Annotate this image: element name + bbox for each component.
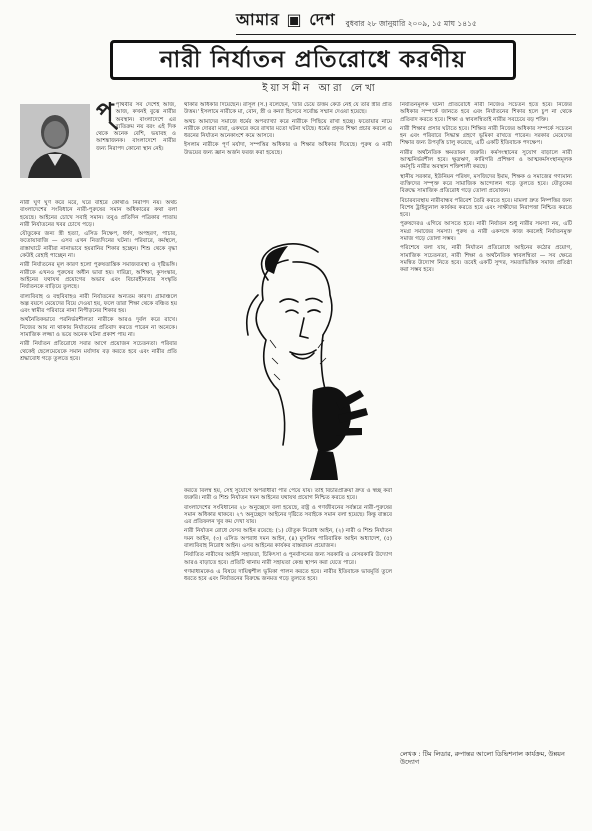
drop-cap: প্ [96,102,114,128]
paragraph: নারী নির্যাতন প্রতিরোধে সবার আগে প্রয়োজন সচেতনতা। পরিবার থেকেই ছেলেমেয়েকে সমান মর্যাদায় বড় করতে হবে এবং নারীর প্রতি শ্রদ্ধাবোধ গড়ে তুলতে হবে। [20,341,177,362]
author-note: লেখক : টিম লিডার, রুপান্তর আলো ডিভিশনাল কার্যক্রম, উন্নয়ন উদ্যোগ [400,750,565,766]
paragraph: থাকার অধিকার দিয়েছেন। রাসূল (স.) বলেছেন, 'তার চেয়ে উত্তম কেউ নেই যে তার স্ত্রীর প্রতি উত্তম।' ইসলামে নারীকে মা, বোন, স্ত্রী ও কন্যা হিসেবে সর্বোচ্চ সম্মান দেওয়া হয়েছে। [184,102,392,116]
paragraph: পুরুষদেরও এগিয়ে আসতে হবে। নারী নির্যাতন শুধু নারীর সমস্যা নয়, এটি সমগ্র সমাজের সমস্যা। পুরুষ ও নারী একসঙ্গে কাজ করলেই নির্যাতনমুক্ত সমাজ গড়ে তোলা সম্ভব। [400,221,572,243]
paragraph: বিচারব্যবস্থায় নারীবান্ধব পরিবেশ তৈরি করতে হবে। মামলা দ্রুত নিষ্পত্তির জন্য বিশেষ ট্রাইব্যুনাল কার্যকর করতে হবে এবং সাক্ষীদের নিরাপত্তা নিশ্চিত করতে হবে। [400,197,572,219]
paragraph: নারী শিক্ষার প্রসার ঘটাতে হবে। শিক্ষিত নারী নিজের অধিকার সম্পর্কে সচেতন হন এবং পরিবারে সিদ্ধান্ত গ্রহণে ভূমিকা রাখতে পারেন। সরকার মেয়েদের শিক্ষার জন্য উপবৃত্তি চালু করেছে, এটি একটি ইতিবাচক পদক্ষেপ। [400,125,572,147]
intro-text: পৃথিবীর সব দেশেই আজ, আজ, কখনই বুঝে নারীর অবস্থান। বাংলাদেশে এর ব্যতিক্রম নয় বরং এই দিক থেকে অনেক বেশি, ভয়াবহ ও আশঙ্কাজনক। বাংলাদেশে নারীর জন্য নিরাপদ কোনো স্থান নেই। [96,102,176,152]
paragraph: যৌতুকের জন্য স্ত্রী হত্যা, এসিড নিক্ষেপ, ধর্ষণ, অপহরণ, পাচার, ফতোয়াবাজি — এসব এখন নিত্যদিনের ঘটনা। পরিবারে, কর্মস্থলে, রাস্তাঘাটে নারীরা নানাভাবে হয়রানির শিকার হচ্ছেন। শিশু থেকে বৃদ্ধা কেউই রেহাই পাচ্ছেন না। [20,231,177,260]
article-column-3 [400,102,572,742]
paragraph: নারী ঘুণ ঘুণ করে মরে, ঘরে বাইরে কোথাও নিরাপদ নয়। অথচ বাংলাদেশের সংবিধানে নারী-পুরুষের সমান অধিকারের কথা বলা হয়েছে। আইনের চোখে সবাই সমান। তবুও প্রতিদিন পত্রিকার পাতায় নারী নির্যাতনের খবর চোখে পড়ে। [20,200,177,228]
paragraph: নারী নির্যাতনের মূল কারণ হলো পুরুষতান্ত্রিক সমাজব্যবস্থা ও দৃষ্টিভঙ্গি। নারীকে এখনও পুরুষের অধীন ভাবা হয়। দারিদ্র্য, অশিক্ষা, কুসংস্কার, আইনের যথাযথ প্রয়োগের অভাব এবং বিচারহীনতার সংস্কৃতি নির্যাতনকে বাড়িয়ে তুলছে। [20,262,177,291]
paragraph: নারী নির্যাতন রোধে যেসব আইন রয়েছে: (১) যৌতুক নিরোধ আইন, (২) নারী ও শিশু নির্যাতন দমন আইন, (৩) এসিড অপরাধ দমন আইন, (৪) মুসলিম পারিবারিক আইন অধ্যাদেশ, (৫) বাল্যবিবাহ নিরোধ আইন। এসব আইনের কার্যকর বাস্তবায়ন প্রয়োজন। [184,528,392,550]
paragraph: বাল্যবিবাহ ও বহুবিবাহও নারী নির্যাতনের অন্যতম কারণ। গ্রামাঞ্চলে অল্প বয়সে মেয়েদের বিয়ে দেওয়া হয়, ফলে তারা শিক্ষা থেকে বঞ্চিত হয় এবং স্বামীর পরিবারে নানা নিপীড়নের শিকার হয়। [20,293,177,315]
article-byline: ইয়াসমীন আরা লেখা [262,83,378,94]
dateline: বুধবার ২৮ জানুয়ারি ২০০৯, ১৫ মাঘ ১৪১৫ [345,19,477,28]
paragraph: করতে বিলম্ব হয়, সেই সুযোগে অপরাধীরা পার পেয়ে যায়। তাই বিচারপ্রক্রিয়া দ্রুত ও স্বচ্ছ করা জরুরি। নারী ও শিশু নির্যাতন দমন আইনের যথাযথ প্রয়োগ নিশ্চিত করতে হবে। [184,488,392,502]
article-intro [96,102,176,196]
paragraph: ইসলাম নারীকে পূর্ণ মর্যাদা, সম্পত্তির অধিকার ও শিক্ষার অধিকার দিয়েছে। পুরুষ ও নারী উভয়ের জন্য জ্ঞান অর্জন ফরজ করা হয়েছে। [184,142,392,156]
paragraph: নির্যাতিত নারীদের আইনি সহায়তা, চিকিৎসা ও পুনর্বাসনের জন্য সরকারি ও বেসরকারি উদ্যোগ আরও বাড়াতে হবে। প্রতিটি থানায় নারী সহায়তা কেন্দ্র স্থাপন করা যেতে পারে। [184,552,392,566]
article-column-2-bottom [184,488,392,800]
woman-sketch-illustration [218,240,378,480]
article-headline: নারী নির্যাতন প্রতিরোধে করণীয় [110,40,516,80]
newspaper-name: আমার ▣ দেশ [236,10,336,29]
paragraph: নির্যাতনমূলক ঘটনা প্রতিরোধে নারী নিজেও সচেতন হতে হবে। নিজের অধিকার সম্পর্কে জানতে হবে এবং নির্যাতনের শিকার হলে চুপ না থেকে প্রতিবাদ করতে হবে। শিক্ষা ও স্বাবলম্বিতাই নারীর সবচেয়ে বড় শক্তি। [400,102,572,123]
paragraph: অর্থনৈতিকভাবে পরনির্ভরশীলতা নারীকে আরও দুর্বল করে রাখে। নিজের আয় না থাকায় নির্যাতনের প্রতিবাদ করতে পারেন না অনেকে। সামাজিক লজ্জা ও ভয়ে অনেক ঘটনা প্রকাশ পায় না। [20,317,177,339]
paragraph: গণমাধ্যমকেও এ বিষয়ে দায়িত্বশীল ভূমিকা পালন করতে হবে। নারীর ইতিবাচক ভাবমূর্তি তুলে ধরতে হবে এবং নির্যাতনের বিরুদ্ধে জনমত গড়ে তুলতে হবে। [184,568,392,583]
masthead [236,12,576,35]
author-photo [20,104,90,178]
paragraph: অথচ আমাদের সমাজে ধর্মের অপব্যাখ্যা করে নারীকে পিছিয়ে রাখা হচ্ছে। ফতোয়ার নামে নারীকে দোররা মারা, একঘরে করে রাখার মতো ঘটনা ঘটছে। ধর্মের প্রকৃত শিক্ষা প্রচার করলে এ ধরনের নির্যাতন অনেকাংশে কমে আসবে। [184,118,392,140]
paragraph: নারীর অর্থনৈতিক ক্ষমতায়ন জরুরি। কর্মসংস্থানের সুযোগ বাড়ালে নারী আত্মনির্ভরশীল হবে। ক্ষুদ্রঋণ, কারিগরি প্রশিক্ষণ ও আত্মকর্মসংস্থানমূলক কর্মসূচি নারীর অবস্থান শক্তিশালী করছে। [400,149,572,171]
article-column-1 [20,200,177,795]
paragraph: পরিশেষে বলা যায়, নারী নির্যাতন প্রতিরোধে আইনের কঠোর প্রয়োগ, সামাজিক সচেতনতা, নারী শিক্ষা ও অর্থনৈতিক স্বাবলম্বিতা — সব ক্ষেত্রে সমন্বিত উদ্যোগ নিতে হবে। তবেই একটি সুন্দর, সমতাভিত্তিক সমাজ প্রতিষ্ঠা করা সম্ভব হবে। [400,245,572,274]
paragraph: বাংলাদেশের সংবিধানের ২৮ অনুচ্ছেদে বলা হয়েছে, রাষ্ট্র ও গণজীবনের সর্বস্তরে নারী-পুরুষের সমান অধিকার থাকবে। ২৭ অনুচ্ছেদে আইনের দৃষ্টিতে সবাইকে সমান বলা হয়েছে। কিন্তু বাস্তবে এর প্রতিফলন খুব কম দেখা যায়। [184,504,392,526]
paragraph: স্থানীয় সরকার, ইউনিয়ন পরিষদ, মসজিদের ইমাম, শিক্ষক ও সমাজের গণ্যমান্য ব্যক্তিদের সম্পৃক্ত করে সামাজিক আন্দোলন গড়ে তুলতে হবে। যৌতুকের বিরুদ্ধে সামাজিক প্রতিরোধ গড়ে তোলা প্রয়োজন। [400,173,572,195]
article-column-2-top [184,102,392,220]
